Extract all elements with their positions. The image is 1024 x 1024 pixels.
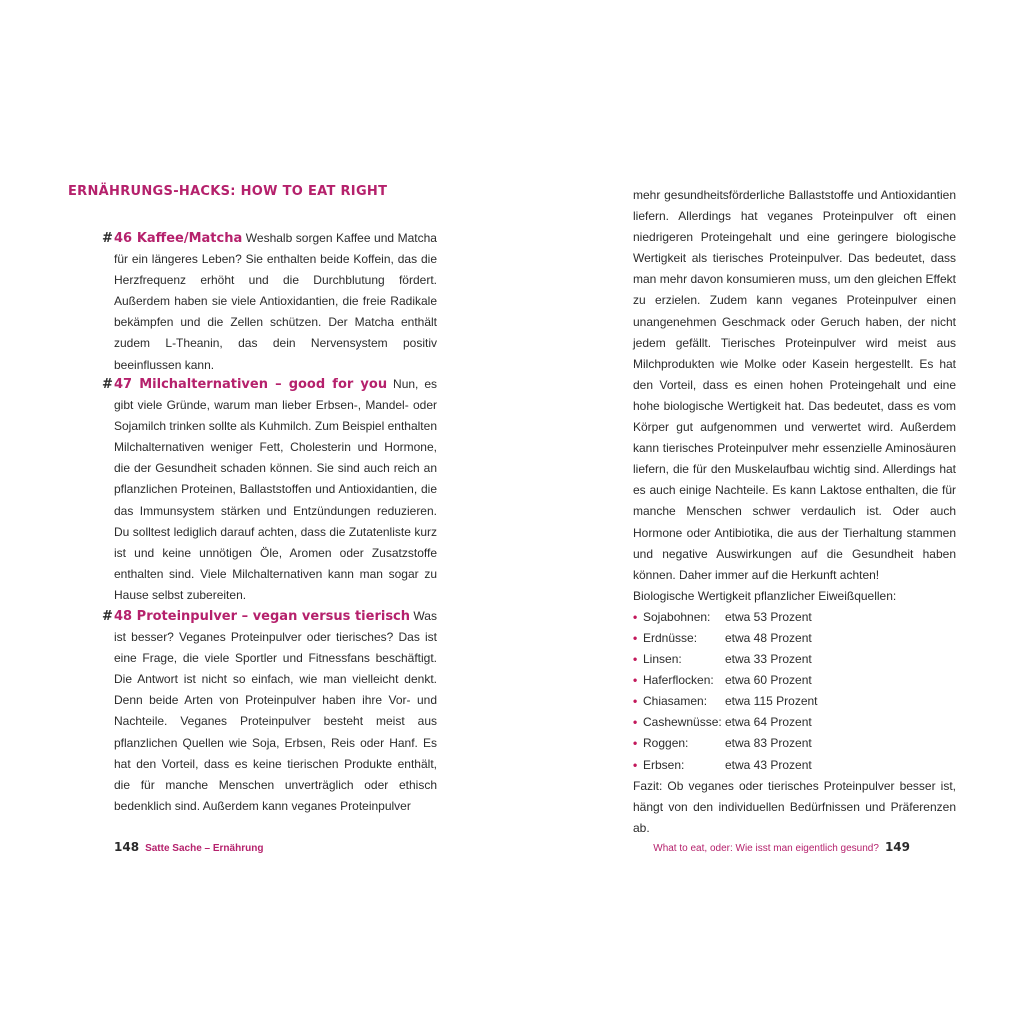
item-value: etwa 60 Prozent xyxy=(725,673,812,688)
hack-title: 47 Milchalternativen – good for you xyxy=(114,377,388,392)
running-header: Satte Sache – Ernährung xyxy=(145,843,264,854)
item-name: Roggen: xyxy=(643,736,689,751)
bullet-icon: • xyxy=(633,757,638,772)
continuation-paragraph: mehr gesundheitsförderliche Ballaststoffe und Antioxidantien liefern. Allerdings hat veganes Proteinpulver oft einen niedrigeren Proteingehalt und eine geringere biologische Wertigkeit als tierisches Proteinpulver. Das bedeutet, dass man mehr davon konsumieren muss, um den gleichen Effekt zu erzielen. Zudem kann veganes Proteinpulver einen unangenehmen Geschmack oder Geruch haben, der nicht jedem gefällt. Tierisches Proteinpulver wird meist aus Milchprodukten wie Molke oder Kasein hergestellt. Es hat den Vorteil, dass es einen hohen Proteingehalt und eine hohe biologische Wertigkeit hat. Das bedeutet, dass es vom Körper gut aufgenommen und verwertet wird. Außerdem kann tierisches Proteinpulver mehr essenzielle Aminosäuren liefern, die für den Muskelaufbau wichtig sind. Allerdings hat es auch einige Nachteile. Es kann Laktose enthalten, die für manche Menschen schwer verdaulich ist. Oder auch Hormone oder Antibiotika, die aus der Tierhaltung stammen und negative Auswirkungen auf die Gesundheit haben können. Daher immer auf die Herkunft achten! xyxy=(633,188,956,582)
item-value: etwa 64 Prozent xyxy=(725,715,812,730)
item-name: Linsen: xyxy=(643,652,682,667)
page-number: 149 xyxy=(884,840,910,854)
hack-46 xyxy=(102,228,437,376)
page-number: 148 xyxy=(114,840,140,854)
hack-body: Nun, es gibt viele Gründe, warum man lieber Erbsen-, Mandel- oder Sojamilch trinken sollte als Kuhmilch. Zum Beispiel enthalten Milchalternativen weniger Fett, Cholesterin und Hormone, die der Gesundheit schaden können. Sie sind auch reich an pflanzlichen Proteinen, Ballaststoffen und Antioxidantien, die das Immunsystem stärken und Entzündungen reduzieren. Du solltest lediglich darauf achten, dass die Zutatenliste kurz ist und keine unnötigen Öle, Aromen oder Zusatzstoffe enthalten sind. Viele Milchalternativen kann man sogar zu Hause selbst zubereiten. xyxy=(114,377,437,602)
list-item xyxy=(633,670,956,691)
list-item xyxy=(633,628,956,649)
hack-paragraph xyxy=(114,228,437,376)
right-footer xyxy=(653,840,910,854)
bullet-icon: • xyxy=(633,609,638,624)
hack-title: 46 Kaffee/Matcha xyxy=(114,231,243,246)
protein-list xyxy=(633,607,956,776)
hack-47 xyxy=(102,374,437,606)
item-name: Cashewnüsse: xyxy=(643,715,722,730)
list-item xyxy=(633,691,956,712)
item-name: Haferflocken: xyxy=(643,673,714,688)
item-name: Sojabohnen: xyxy=(643,609,711,624)
hash-marker: # xyxy=(102,377,113,392)
bullet-icon: • xyxy=(633,630,638,645)
hash-marker: # xyxy=(102,231,113,246)
list-item xyxy=(633,649,956,670)
bullet-icon: • xyxy=(633,694,638,709)
list-heading: Biologische Wertigkeit pflanzlicher Eiweißquellen: xyxy=(633,588,897,603)
item-name: Chiasamen: xyxy=(643,694,708,709)
bullet-icon: • xyxy=(633,715,638,730)
hash-marker: # xyxy=(102,609,113,624)
item-name: Erbsen: xyxy=(643,757,685,772)
bullet-icon: • xyxy=(633,652,638,667)
section-title: ERNÄHRUNGS-HACKS: HOW TO EAT RIGHT xyxy=(68,184,388,199)
left-footer xyxy=(114,840,263,854)
item-value: etwa 53 Prozent xyxy=(725,609,812,624)
hack-title: 48 Proteinpulver – vegan versus tierisch xyxy=(114,609,411,624)
item-value: etwa 43 Prozent xyxy=(725,757,812,772)
item-name: Erdnüsse: xyxy=(643,630,698,645)
list-item xyxy=(633,607,956,628)
hack-body: Weshalb sorgen Kaffee und Matcha für ein längeres Leben? Sie enthalten beide Koffein, das die Herzfrequenz erhöht und die Durchblutung fördert. Außerdem haben sie viele Antioxidantien, die freie Radikale bekämpfen und die Zellen schützen. Der Matcha enthält zudem L-Theanin, das dein Nervensystem positiv beeinflussen kann. xyxy=(114,231,437,372)
item-value: etwa 33 Prozent xyxy=(725,652,812,667)
bullet-icon: • xyxy=(633,736,638,751)
item-value: etwa 83 Prozent xyxy=(725,736,812,751)
list-item xyxy=(633,755,956,776)
hack-paragraph xyxy=(114,606,437,817)
right-column xyxy=(633,185,956,839)
bullet-icon: • xyxy=(633,673,638,688)
hack-body: Was ist besser? Veganes Proteinpulver oder tierisches? Das ist eine Frage, die viele Sportler und Fitnessfans beschäftigt. Die Antwort ist nicht so einfach, wie man vielleicht denkt. Denn beide Arten von Proteinpulver haben ihre Vor- und Nachteile. Veganes Proteinpulver besteht meist aus pflanzlichen Quellen wie Soja, Erbsen, Reis oder Hanf. Es hat den Vorteil, dass es keine tierischen Produkte enthält, die für manche Menschen unverträglich oder ethisch bedenklich sind. Außerdem kann veganes Proteinpulver xyxy=(114,609,437,813)
hack-paragraph xyxy=(114,374,437,606)
running-header: What to eat, oder: Wie isst man eigentlich gesund? xyxy=(653,843,879,854)
list-item xyxy=(633,712,956,733)
conclusion-paragraph: Fazit: Ob veganes oder tierisches Proteinpulver besser ist, hängt von den individuellen Bedürfnissen und Präferenzen ab. xyxy=(633,778,956,835)
list-item xyxy=(633,733,956,754)
item-value: etwa 48 Prozent xyxy=(725,630,812,645)
hack-48 xyxy=(102,606,437,817)
item-value: etwa 115 Prozent xyxy=(725,694,818,709)
